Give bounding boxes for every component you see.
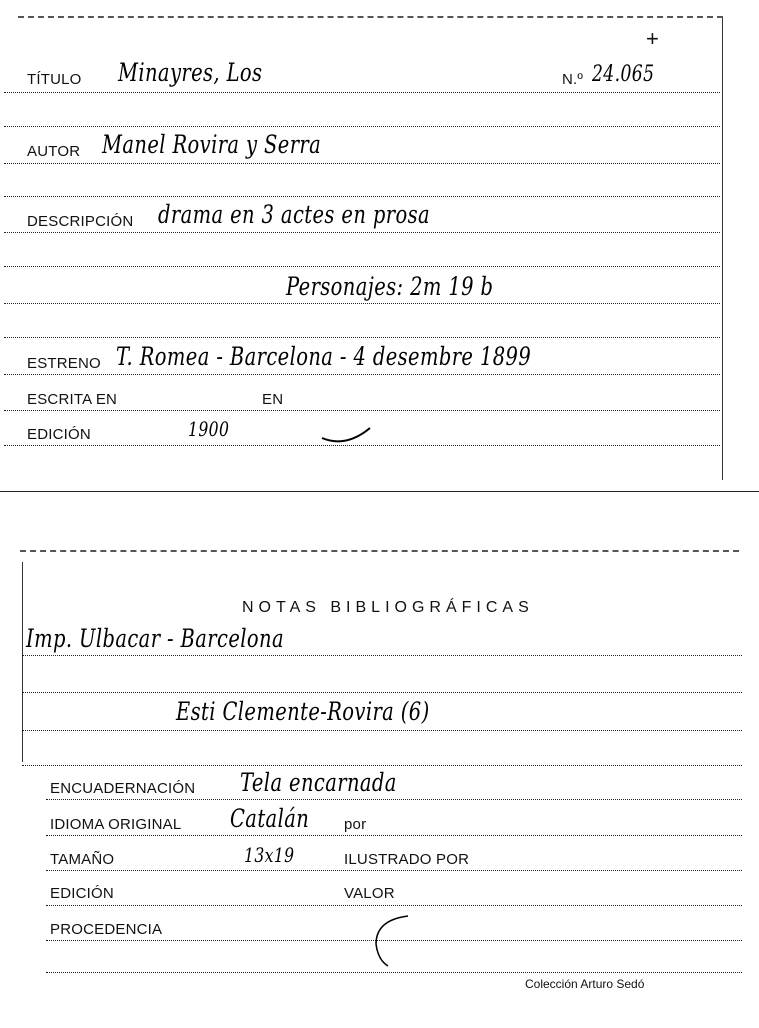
rule-notes-1 <box>22 655 742 656</box>
edicion-value: 1900 <box>188 417 230 441</box>
catalog-card-back <box>0 540 759 1028</box>
por-label: por <box>344 816 367 833</box>
rule-notes-4 <box>22 765 742 766</box>
rule-blank-final <box>46 972 742 973</box>
idioma-label: IDIOMA ORIGINAL <box>50 816 182 833</box>
rule-blank-3 <box>4 266 720 267</box>
card-divider <box>0 491 759 492</box>
numero-value: 24.065 <box>592 62 655 87</box>
idioma-value: Catalán <box>230 804 310 833</box>
encuadernacion-value: Tela encarnada <box>240 768 397 797</box>
rule-estreno <box>4 374 720 375</box>
ilustrado-label: ILUSTRADO POR <box>344 851 470 868</box>
autor-value: Manel Rovira y Serra <box>102 130 322 159</box>
procedencia-label: PROCEDENCIA <box>50 921 163 938</box>
rule-titulo <box>4 92 720 93</box>
stamp-mark <box>316 398 380 446</box>
edicion-label: EDICIÓN <box>27 426 91 443</box>
note-line-1: Imp. Ulbacar - Barcelona <box>26 624 284 653</box>
estreno-label: ESTRENO <box>27 355 101 372</box>
rule-tamano <box>46 870 742 871</box>
descripcion-label: DESCRIPCIÓN <box>27 213 134 230</box>
titulo-value: Minayres, Los <box>118 58 263 87</box>
titulo-label: TÍTULO <box>27 71 82 88</box>
descripcion-value: drama en 3 actes en prosa <box>158 200 431 229</box>
tamano-value: 13x19 <box>244 843 295 867</box>
rule-edicion <box>46 905 742 906</box>
numero-label: N.º <box>562 71 584 88</box>
estreno-value: T. Romea - Barcelona - 4 desembre 1899 <box>116 342 532 371</box>
rule-blank-4 <box>4 303 720 304</box>
edicion-label: EDICIÓN <box>50 885 114 902</box>
stamp-mark <box>368 910 416 970</box>
rule-autor <box>4 163 720 164</box>
notas-heading: NOTAS BIBLIOGRÁFICAS <box>242 599 534 616</box>
rule-descripcion <box>4 232 720 233</box>
rule-blank-1 <box>4 126 720 127</box>
autor-label: AUTOR <box>27 143 81 160</box>
rule-blank-2 <box>4 196 720 197</box>
rule-notes-3 <box>22 730 742 731</box>
tamano-label: TAMAÑO <box>50 851 115 868</box>
card-left-edge <box>22 562 23 762</box>
card-top-edge <box>20 550 739 552</box>
en-label: EN <box>262 391 284 408</box>
rule-idioma <box>46 835 742 836</box>
catalog-card-front <box>0 0 759 492</box>
escrita-label: ESCRITA EN <box>27 391 118 408</box>
card-right-edge <box>722 18 723 480</box>
descripcion-value-2: Personajes: 2m 19 b <box>286 272 494 301</box>
rule-notes-2 <box>22 692 742 693</box>
cross-mark: + <box>646 26 659 51</box>
valor-label: VALOR <box>344 885 395 902</box>
rule-blank-5 <box>4 337 720 338</box>
encuadernacion-label: ENCUADERNACIÓN <box>50 780 196 797</box>
card-top-edge <box>18 16 723 18</box>
note-line-2: Esti Clemente-Rovira (6) <box>176 697 430 726</box>
rule-encuadernacion <box>46 799 742 800</box>
collection-credit: Colección Arturo Sedó <box>525 977 645 991</box>
